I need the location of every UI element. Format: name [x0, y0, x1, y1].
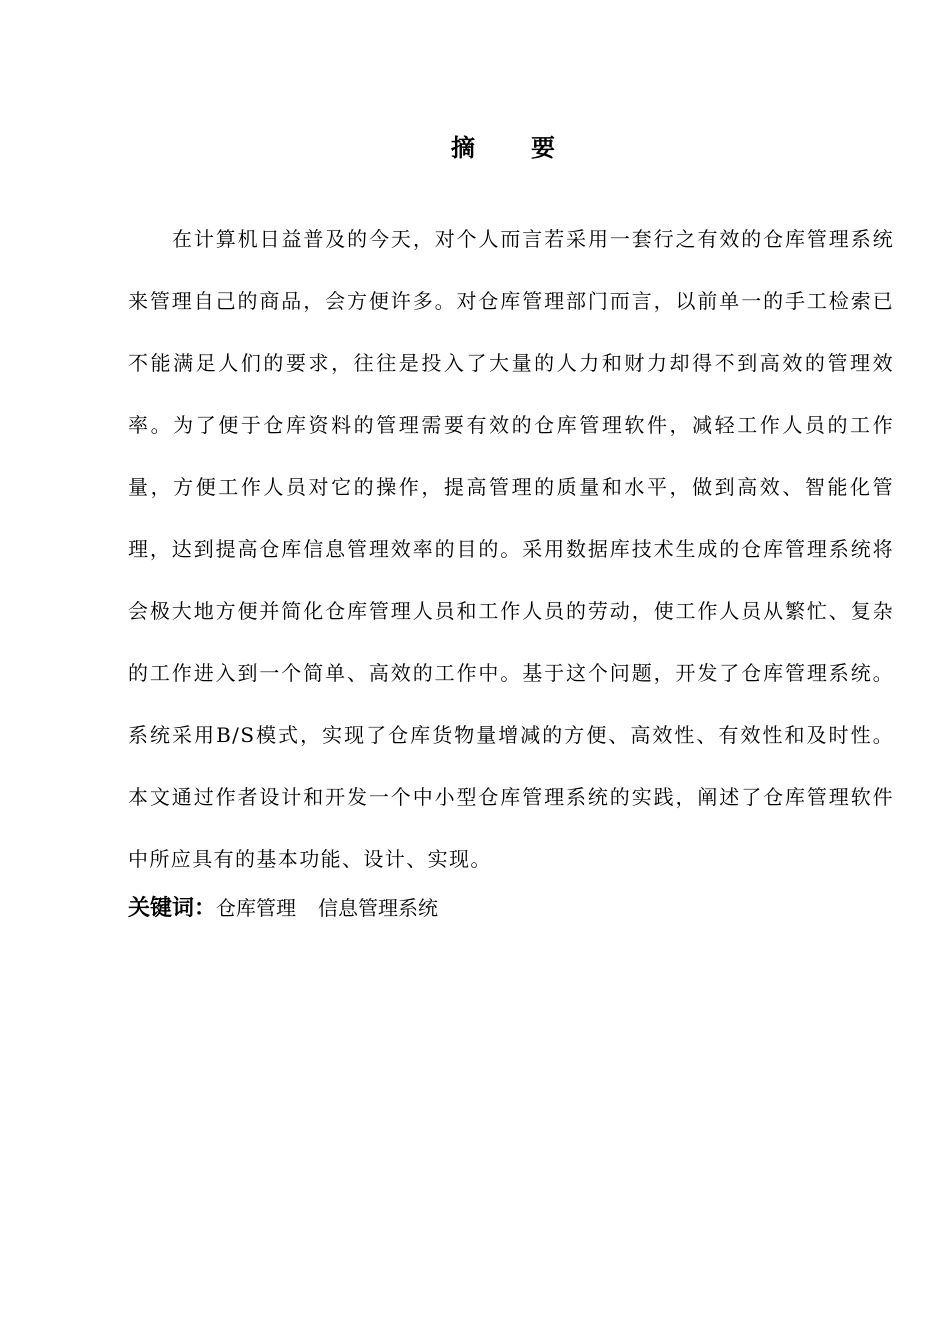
keyword-item: 仓库管理: [216, 896, 297, 920]
keyword-item: 信息管理系统: [318, 896, 439, 920]
abstract-body: 在计算机日益普及的今天，对个人而言若采用一套行之有效的仓库管理系统来管理自己的商品，会方便许多。对仓库管理部门而言，以前单一的手工检索已不能满足人们的要求，往往是投入了大量的人力和财力却得不到高效的管理效率。为了便于仓库资料的管理需要有效的仓库管理软件，减轻工作人员的工作量，方便工作人员对它的操作，提高管理的质量和水平，做到高效、智能化管理，达到提高仓库信息管理效率的目的。采用数据库技术生成的仓库管理系统将会极大地方便并简化仓库管理人员和工作人员的劳动，使工作人员从繁忙、复杂的工作进入到一个简单、高效的工作中。基于这个问题，开发了仓库管理系统。系统采用B/S模式，实现了仓库货物量增减的方便、高效性、有效性和及时性。本文通过作者设计和开发一个中小型仓库管理系统的实践，阐述了仓库管理软件中所应具有的基本功能、设计、实现。: [128, 227, 894, 871]
keywords-line: [128, 890, 894, 927]
abstract-title: 摘 要: [451, 134, 571, 162]
keywords-label: 关键词：: [128, 896, 217, 921]
